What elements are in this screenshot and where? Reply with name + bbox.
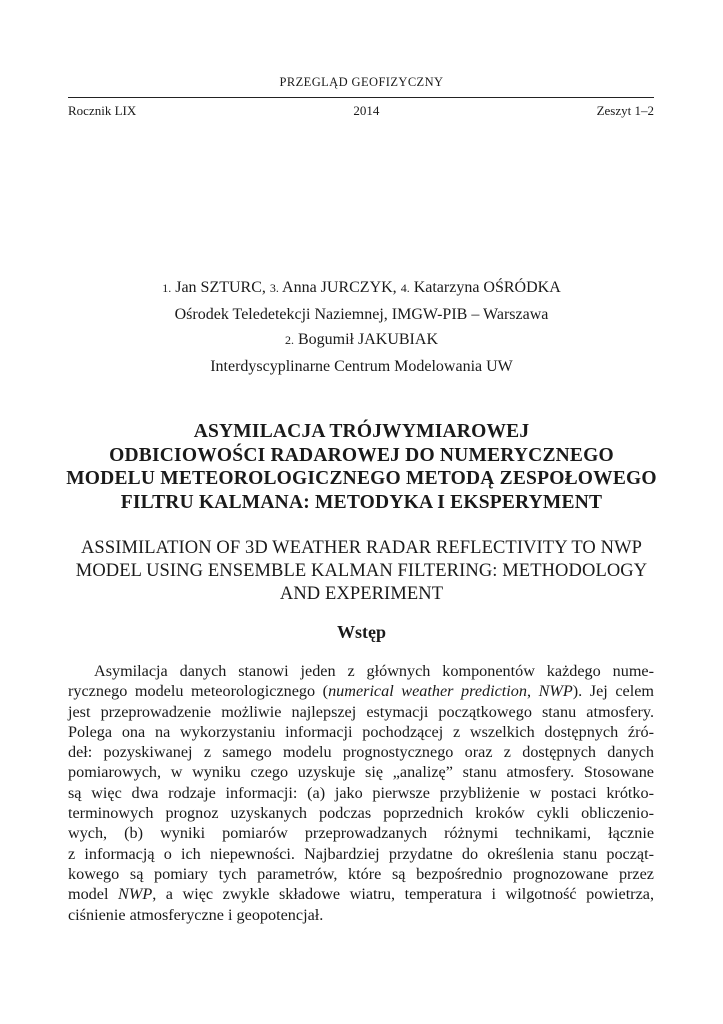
author-name: Katarzyna OŚRÓDKA [413, 279, 561, 296]
title-en-line: AND EXPERIMENT [279, 584, 444, 604]
title-pl-line: ODBICIOWOŚCI RADAROWEJ DO NUMERYCZNEGO [109, 444, 614, 466]
paragraph-line: są więc dwa rodzaje informacji: (a) jako pierwsze przybliżenie w postaci krótko- [68, 783, 654, 802]
volume-label: Rocznik LIX [68, 103, 137, 118]
paragraph-line: Polega ona na wykorzystaniu informacji pochodzącej z wszelkich dostępnych źró- [68, 722, 654, 741]
author-line-1 [0, 275, 723, 302]
author-name: Bogumił JAKUBIAK [297, 331, 438, 348]
year-label: 2014 [353, 103, 380, 118]
section-heading: Wstęp [337, 622, 386, 642]
title-pl-line: ASYMILACJA TRÓJWYMIAROWEJ [193, 421, 530, 442]
title-pl-line: FILTRU KALMANA: METODYKA I EKSPERYMENT [120, 491, 603, 513]
paragraph-line: ciśnienie atmosferyczne i geopotencjał. [68, 905, 324, 924]
author-name: Jan SZTURC, [175, 279, 266, 296]
title-en-line: MODEL USING ENSEMBLE KALMAN FILTERING: METHODOLOGY [75, 561, 648, 581]
intro-paragraph [68, 661, 654, 925]
title-english [50, 537, 673, 606]
title-polish [50, 420, 673, 514]
issue-metadata [68, 103, 654, 119]
title-en-line: ASSIMILATION OF 3D WEATHER RADAR REFLECTIVITY TO NWP [80, 538, 643, 558]
paragraph-line: model NWP, a więc zwykle składowe wiatru, temperatura i wilgotność powietrza, [68, 885, 654, 904]
paragraph-line: rycznego modelu meteorologicznego (numerical weather prediction, NWP). Jej celem [68, 682, 655, 701]
header-rule [68, 97, 654, 98]
paragraph-line: z informacją o ich niepewności. Najbardziej przydatne do określenia stanu począt- [68, 844, 654, 863]
author-name: Anna JURCZYK, [282, 279, 397, 296]
paragraph-line: wych, (b) wyniki pomiarów przeprowadzanych różnymi technikami, łącznie [68, 824, 654, 843]
paragraph-line: terminowych prognoz uzyskanych podczas poprzednich kroków cykli obliczenio- [68, 804, 654, 823]
author-number: 3. [269, 281, 279, 295]
paragraph-line: Asymilacja danych stanowi jeden z głównych komponentów każdego nume- [94, 662, 654, 680]
journal-name: PRZEGLĄD GEOFIZYCZNY [279, 75, 444, 89]
author-line-2 [0, 327, 723, 354]
affiliation-2: Interdyscyplinarne Centrum Modelowania UW [210, 357, 513, 375]
paragraph-line: deł: pozyskiwanej z samego modelu prognostycznego oraz z dostępnych danych [68, 743, 654, 762]
title-pl-line: MODELU METEOROLOGICZNEGO METODĄ ZESPOŁOWEGO [66, 468, 657, 489]
affiliation-1: Ośrodek Teledetekcji Naziemnej, IMGW-PIB – Warszawa [174, 305, 549, 323]
author-number: 1. [162, 281, 172, 295]
author-number: 2. [284, 333, 294, 347]
author-block [0, 275, 723, 379]
issue-label: Zeszyt 1–2 [596, 103, 654, 118]
paragraph-line: pomiarowych, w wyniku czego uzyskuje się „analizę” stanu atmosfery. Stosowane [68, 763, 654, 782]
paragraph-line: kowego są pomiary tych parametrów, które są bezpośrednio prognozowane przez [68, 864, 654, 883]
author-number: 4. [400, 281, 410, 295]
paragraph-line: jest przeprowadzenie możliwie najlepszej estymacji początkowego stanu atmosfery. [68, 702, 654, 721]
